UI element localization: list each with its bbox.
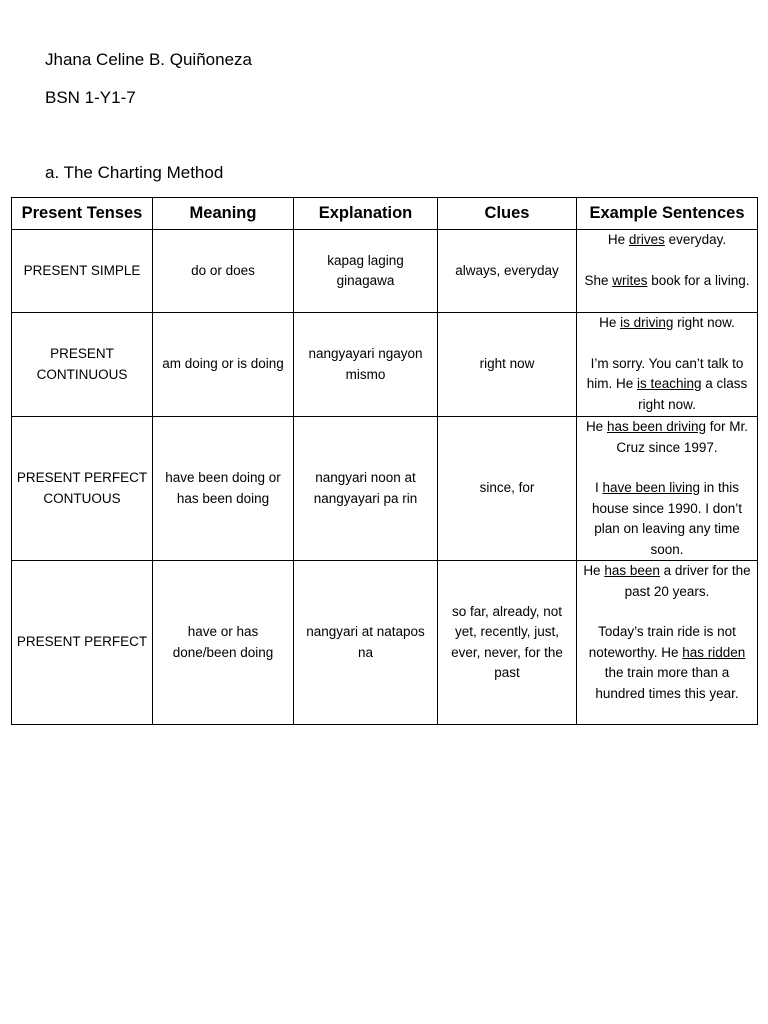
header-explanation: Explanation [294,198,438,230]
sentence-text: I [594,480,603,495]
student-name: Jhana Celine B. Quiñoneza [45,50,252,69]
clues-cell: since, for [438,417,577,561]
student-section: BSN 1-Y1-7 [45,88,136,107]
meaning-cell: have or has done/been doing [153,561,294,725]
table-row [12,230,758,313]
example-sentence [581,354,753,416]
sentence-text: He [585,419,607,434]
example-sentence [581,417,753,458]
underlined-verb: have been living [602,480,701,495]
meaning-cell: do or does [153,230,294,313]
explanation-cell: nangyari noon at nangyayari pa rin [294,417,438,561]
tense-cell: PRESENT CONTINUOUS [12,313,153,417]
sentence-text: in this house since 1990. I don’t plan on leaving any time soon. [591,480,743,557]
underlined-verb: is driving [620,315,674,330]
method-title: a. The Charting Method [45,163,224,182]
example-sentence [581,313,753,334]
header-clues: Clues [438,198,577,230]
table-row [12,417,758,561]
clues-cell: so far, already, not yet, recently, just, ever, never, for the past [438,561,577,725]
example-sentence [581,478,753,560]
example-sentence [581,561,753,602]
sentence-text: He [599,315,621,330]
header-meaning: Meaning [153,198,294,230]
table-row [12,313,758,417]
explanation-cell: nangyari at natapos na [294,561,438,725]
sentence-text: He [583,563,605,578]
tense-cell: PRESENT SIMPLE [12,230,153,313]
example-sentences-cell [577,313,758,417]
sentence-text: a class right now. [638,376,748,412]
paragraph-gap [581,458,753,478]
clues-cell: always, everyday [438,230,577,313]
sentence-text: the train more than a hundred times this year. [595,665,739,701]
sentence-text: She [584,272,613,288]
example-sentences-cell [577,561,758,725]
explanation-cell: nangyayari ngayon mismo [294,313,438,417]
meaning-cell: am doing or is doing [153,313,294,417]
sentence-text: book for a living. [647,272,750,288]
header-present-tenses: Present Tenses [12,198,153,230]
example-sentences-cell [577,417,758,561]
underlined-verb: has been [604,563,660,578]
example-sentences-cell [577,230,758,313]
underlined-verb: drives [628,232,665,247]
sentence-text: Today’s train ride is not noteworthy. He [588,624,736,660]
clues-cell: right now [438,313,577,417]
example-sentence [581,622,753,704]
tense-cell: PRESENT PERFECT CONTUOUS [12,417,153,561]
sentence-text: I’m sorry. You can’t talk to him. He [586,355,744,391]
sentence-text: a driver for the past 20 years. [624,563,751,599]
sentence-text: everyday. [664,232,727,247]
sentence-text: He [607,232,629,247]
explanation-cell: kapag laging ginagawa [294,230,438,313]
paragraph-gap [581,602,753,622]
example-sentence [581,230,753,251]
underlined-verb: is teaching [636,376,702,391]
sentence-text: for Mr. Cruz since 1997. [616,419,749,455]
header-example-sentences: Example Sentences [577,198,758,230]
example-sentence [581,271,753,292]
present-tenses-table [11,197,758,725]
paragraph-gap [581,334,753,354]
underlined-verb: has been driving [606,419,707,434]
meaning-cell: have been doing or has been doing [153,417,294,561]
underlined-verb: has ridden [682,644,746,660]
underlined-verb: writes [612,272,648,288]
table-row [12,561,758,725]
table-header-row [12,198,758,230]
paragraph-gap [581,251,753,271]
tense-cell: PRESENT PERFECT [12,561,153,725]
sentence-text: right now. [673,315,735,330]
